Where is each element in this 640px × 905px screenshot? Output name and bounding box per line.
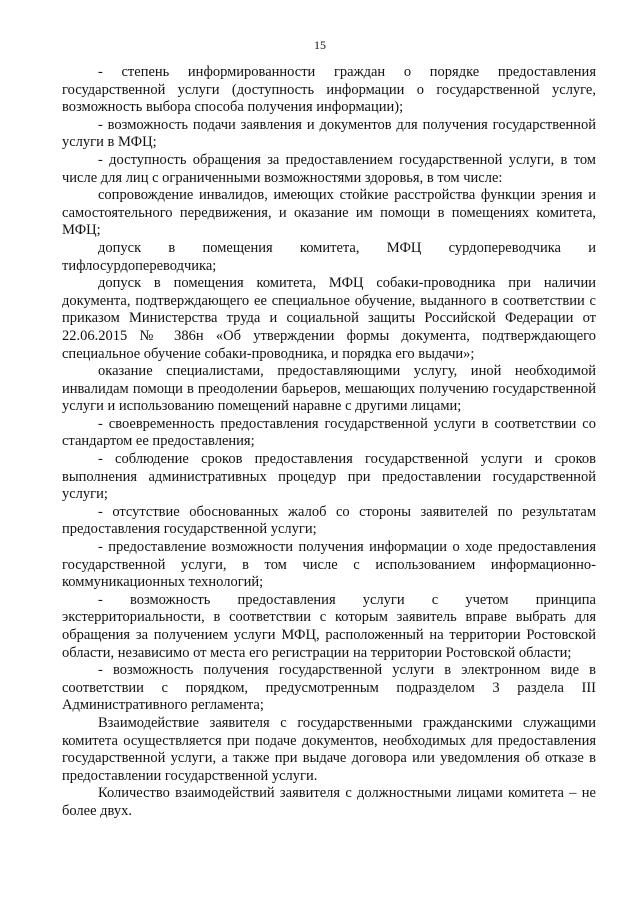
paragraph-11: - предоставление возможности получения информации о ходе предоставления государственной услуги, в том числе с использованием информационно-коммуникационных технологий; bbox=[62, 539, 596, 591]
paragraph-14: Взаимодействие заявителя с государственными гражданскими служащими комитета осуществляется при подаче документов, необходимых для предоставления государственной услуги, а также при выдаче договора или уведомления об отказе в предоставлении государственной услуги. bbox=[62, 714, 596, 784]
paragraph-3: - доступность обращения за предоставлением государственной услуги, в том числе для лиц с ограниченными возможностями здоровья, в том числе: bbox=[62, 151, 596, 186]
paragraph-10: - отсутствие обоснованных жалоб со стороны заявителей по результатам предоставления государственной услуги; bbox=[62, 503, 596, 538]
page-number: 15 bbox=[314, 38, 326, 52]
paragraph-2: - возможность подачи заявления и документов для получения государственной услуги в МФЦ; bbox=[62, 116, 596, 151]
paragraph-4: сопровождение инвалидов, имеющих стойкие расстройства функции зрения и самостоятельного передвижения, и оказание им помощи в помещениях комитета, МФЦ; bbox=[62, 187, 596, 239]
paragraph-6: допуск в помещения комитета, МФЦ собаки-проводника при наличии документа, подтверждающего ее специальное обучение, выданного в соответствии с приказом Министерства труда и социальной защиты Российской Федерации от 22.06.2015 № 386н «Об утверждении формы документа, подтверждающего специальное обучение собаки-проводника, и порядка его выдачи»; bbox=[62, 275, 596, 362]
paragraph-9: - соблюдение сроков предоставления государственной услуги и сроков выполнения административных процедур при предоставлении государственной услуги; bbox=[62, 451, 596, 503]
paragraph-12: - возможность предоставления услуги с учетом принципа экстерриториальности, в соответствии с которым заявитель вправе выбрать для обращения за получением услуги МФЦ, расположенный на территории Ростовской области, независимо от места его регистрации на территории Ростовской области; bbox=[62, 591, 596, 661]
paragraph-8: - своевременность предоставления государственной услуги в соответствии со стандартом ее предоставления; bbox=[62, 415, 596, 450]
paragraph-1: - степень информированности граждан о порядке предоставления государственной услуги (доступность информации о государственной услуге, возможность выбора способа получения информации); bbox=[62, 64, 596, 116]
paragraph-5: допуск в помещения комитета, МФЦ сурдопереводчика и тифлосурдопереводчика; bbox=[62, 239, 596, 274]
body-text bbox=[62, 64, 596, 821]
paragraph-15: Количество взаимодействий заявителя с должностными лицами комитета – не более двух. bbox=[62, 785, 596, 819]
paragraph-7: оказание специалистами, предоставляющими услугу, иной необходимой инвалидам помощи в преодолении барьеров, мешающих получению государственной услуги и использованию помещений наравне с другими лицами; bbox=[62, 363, 596, 415]
paragraph-13: - возможность получения государственной услуги в электронном виде в соответствии с порядком, предусмотренным подразделом 3 раздела III Административного регламента; bbox=[62, 662, 596, 714]
